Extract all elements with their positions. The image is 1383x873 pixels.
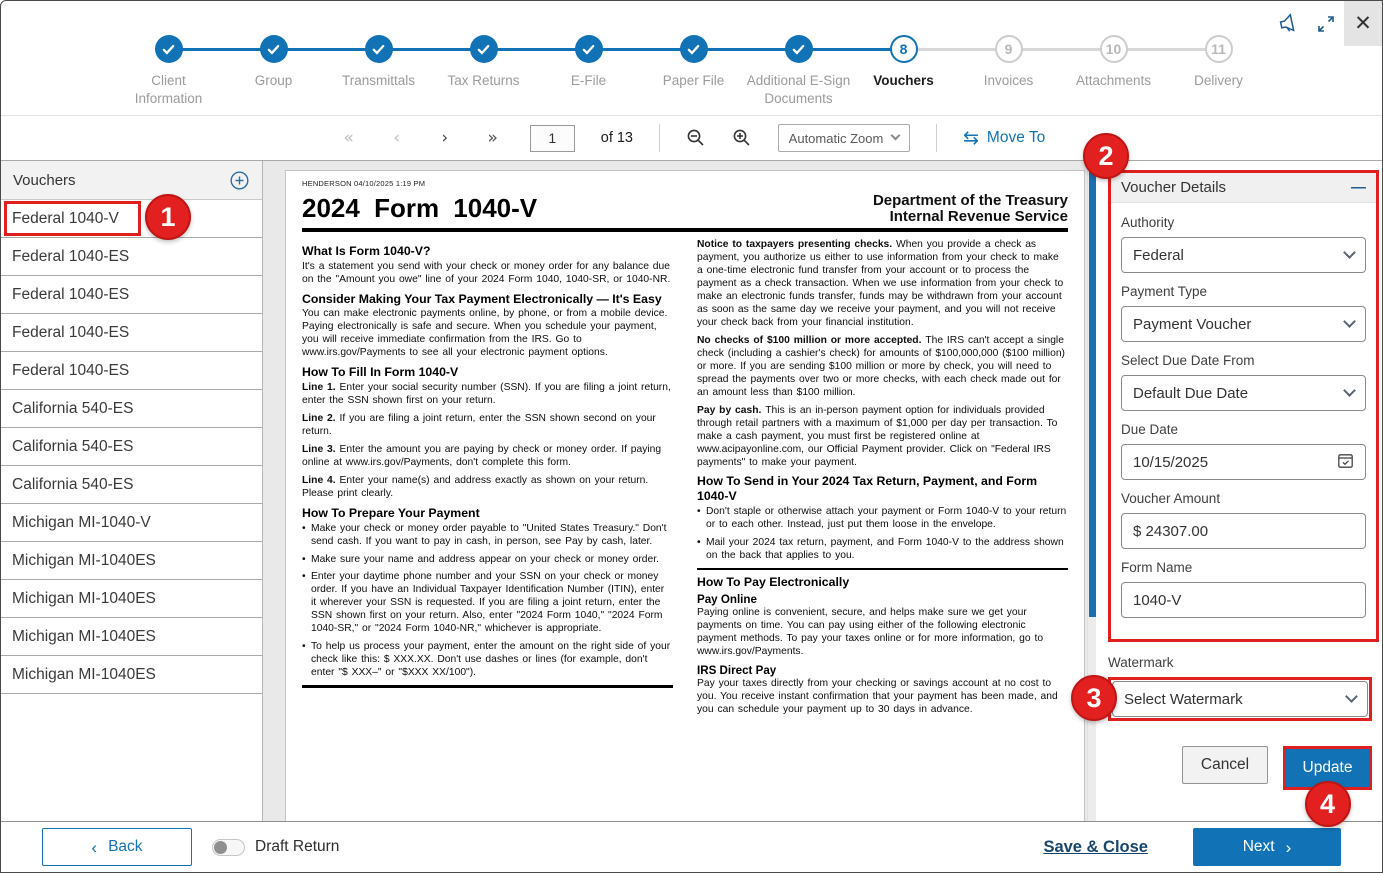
stepper-step-group[interactable] [221,35,326,107]
pdf-paragraph-lead: Pay by cash. [697,404,766,416]
stepper-connector [812,48,891,51]
first-page-icon[interactable]: « [343,128,354,148]
voucher-name: California 540-ES [12,437,134,455]
back-label: Back [108,838,143,855]
stepper-connector [392,48,471,51]
pdf-paragraph-lead: Line 3. [302,443,340,455]
pdf-paragraph: You can make electronic payments online, by phone, or from a mobile device. Paying electronically is safe and secure. When you schedule your payment, you will receive immediate confirmation from the IRS. Go to www.irs.gov/Payments to see all your electronic payment options. [302,308,668,359]
voucher-list-item[interactable] [1,618,262,656]
stepper-label: E-File [570,73,607,88]
voucher-amount-input[interactable] [1121,513,1366,549]
stepper-circle [680,35,708,63]
field-value: 10/15/2025 [1133,453,1209,471]
pdf-heading: Consider Making Your Tax Payment Electronically — It's Easy [302,291,662,306]
toolbar-divider [659,124,660,152]
stepper-circle: 10 [1100,35,1128,63]
pdf-paragraph: Line 2. If you are filing a joint return, enter the SSN shown second on your return. [302,413,656,437]
stepper-circle [155,35,183,63]
stepper-circle [785,35,813,63]
voucher-list-item[interactable] [1,542,262,580]
pdf-title-row [302,193,1068,224]
close-icon[interactable]: ✕ [1344,1,1382,46]
expand-icon[interactable] [1308,1,1344,46]
pdf-paragraph: Line 3. Enter the amount you are paying by check or money order. If paying online at www.irs.gov/Payments, don't complete this form. [302,443,662,468]
toggle-knob [214,841,227,854]
stepper-connector [287,48,366,51]
field-label: Due Date [1121,422,1179,437]
authority-select[interactable] [1121,237,1366,273]
field-value: Default Due Date [1133,384,1249,402]
voucher-details-annotated-box [1098,140,1379,642]
pdf-paragraph: Pay by cash. This is an in-person payment option for individuals provided through retail partners with a maximum of $1,000 per day per transaction. To make a cash payment, you must first be registered online at www.acipayonline.com, our Official Payment provider. Click on "Federal IRS payments" to make your payment. [697,404,1058,468]
pdf-toolbar [1,116,1382,161]
stepper-circle: 9 [995,35,1023,63]
voucher-list-item[interactable] [1,504,262,542]
pdf-paragraph: • Enter your daytime phone number and your SSN on your check or money order. If you have an Individual Taxpayer Identification Number (ITIN), enter it wherever your SSN is requested. If you are filing a joint return, enter the SSN shown first on your return. Also, enter "2024 Form 1040," "2024 Form 1040-SR," or "2024 Form 1040-NR," whichever is appropriate. [302,571,673,636]
stepper-label: Group [254,73,293,88]
pdf-page [285,170,1085,821]
pdf-viewer [263,161,1096,821]
voucher-name: Federal 1040-V [12,209,119,227]
voucher-list-item[interactable] [1,390,262,428]
pdf-rule [302,228,1068,232]
swap-arrows-icon: ⇆ [963,126,979,149]
voucher-list-item[interactable] [1,428,262,466]
stepper-step-client-information[interactable] [116,35,221,107]
vouchers-sidebar [1,161,263,821]
stepper-step-vouchers[interactable] [851,35,956,107]
pdf-paragraph-lead: Line 2. [302,413,340,424]
stepper-connector [182,48,261,51]
stepper-connector [497,48,576,51]
window-controls [1272,1,1382,46]
watermark-label: Watermark [1108,655,1174,670]
due-date-input[interactable] [1121,444,1366,480]
voucher-list-item[interactable] [1,200,262,238]
pdf-paragraph: • Mail your 2024 tax return, payment, and Form 1040-V to the address shown on the back that applies to you. [697,537,1068,563]
pdf-divider [697,568,1068,571]
field-label: Form Name [1121,560,1193,575]
annotation-badge-2: 2 [1083,133,1129,179]
pdf-heading: Pay Online [697,593,757,607]
pdf-heading: How To Send in Your 2024 Tax Return, Payment, and Form 1040-V [697,474,1038,504]
move-to-label: Move To [986,129,1046,146]
watermark-annotated-box [1086,677,1372,721]
zoom-in-icon[interactable] [732,128,752,148]
page-count-label: of 13 [600,130,633,146]
pdf-divider [302,685,673,688]
voucher-list-item[interactable] [1,352,262,390]
field-group-authority [1121,215,1366,273]
voucher-name: Michigan MI-1040ES [12,551,156,569]
pdf-paragraph: Paying online is convenient, secure, and helps make sure we get your payments on time. You can pay using either of the following electronic payment methods. To pay your taxes online or for more information, go to www.irs.gov/Payments. [697,607,1044,657]
pdf-paragraph-lead: No checks of $100 million or more accepted. [697,334,926,346]
stepper-step-delivery[interactable] [1166,35,1271,107]
pdf-paragraph: Pay your taxes directly from your checking or savings account at no cost to you. You receive instant confirmation that your payment has been made, and you can schedule your payment up to 30 days in advance. [697,677,1058,715]
next-page-icon[interactable]: › [441,128,449,148]
stepper-circle [470,35,498,63]
stepper-label: Paper File [662,73,725,88]
vouchers-sidebar-title: Vouchers [13,171,76,189]
select-due-date-from-select[interactable] [1121,375,1366,411]
stepper-label: Client Information [134,73,203,106]
voucher-list-item[interactable] [1,314,262,352]
stepper-circle: 8 [890,35,918,63]
pdf-paragraph: • To help us process your payment, enter the amount on the right side of your check like this: $ XXX.XX. Don't use dashes or lines (for example, don't enter "$ XXX–" or "$XXX XX/100"). [302,641,673,680]
stepper-label: Vouchers [873,73,934,88]
annotation-badge-1: 1 [145,194,191,240]
stepper-step-additional-e-sign-documents[interactable] [746,35,851,107]
field-group-due-date [1121,422,1366,480]
voucher-name: Federal 1040-ES [12,361,130,379]
page-number-input[interactable] [530,125,575,152]
stepper-label: Tax Returns [447,73,520,88]
wizard-window [1,1,1382,872]
field-label: Voucher Amount [1121,491,1221,506]
field-label: Payment Type [1121,284,1208,299]
pdf-left-column [302,239,673,722]
voucher-name: Michigan MI-1040ES [12,589,156,607]
voucher-list-item[interactable] [1,238,262,276]
minus-icon[interactable]: — [1351,179,1366,196]
stepper-circle [260,35,288,63]
pdf-paragraph: • Make sure your name and address appear on your check or money order. [302,554,673,567]
voucher-name: California 540-ES [12,475,134,493]
annotation-badge-4: 4 [1305,781,1351,827]
watermark-select[interactable] [1112,681,1368,717]
chevron-down-icon [1345,690,1358,703]
stepper-circle: 11 [1205,35,1233,63]
stepper-circle [575,35,603,63]
stepper-connector [1022,48,1101,51]
stepper-step-paper-file[interactable] [641,35,746,107]
stepper-connector [602,48,681,51]
pdf-paragraph-lead: Line 4. [302,474,340,486]
stepper-label: Attachments [1075,73,1152,88]
chevron-right-icon: › [1285,837,1292,857]
field-value: $ 24307.00 [1133,522,1209,540]
calendar-icon[interactable] [1337,452,1354,473]
chevron-down-icon [891,131,901,141]
vouchers-sidebar-header [1,161,262,200]
voucher-name: Federal 1040-ES [12,323,130,341]
pdf-paragraph: No checks of $100 million or more accepted. The IRS can't accept a single check (including a cashier's check) for amounts of $100,000,000 ($100 million) or more. If you are sending $100 million or more by check, you will need to spread the payments over two or more checks, with each check made out for an amount less than $100 million. [697,334,1065,398]
pdf-paragraph: Line 4. Enter your name(s) and address exactly as shown on your return. Please print clearly. [302,474,649,499]
panel-buttons [1108,746,1379,819]
pdf-heading: How To Prepare Your Payment [302,505,480,520]
stepper-connector [1127,48,1206,51]
voucher-list-item[interactable] [1,656,262,694]
chevron-down-icon [1343,315,1356,328]
voucher-name: Michigan MI-1040ES [12,665,156,683]
watermark-value: Select Watermark [1124,690,1243,708]
update-annotated-box [1283,746,1372,819]
pdf-stamp: HENDERSON 04/10/2025 1:19 PM [302,179,426,188]
stepper-connector [707,48,786,51]
stepper [1,1,1382,107]
pdf-paragraph: • Make your check or money order payable to "United States Treasury." Don't send cash. If you want to pay in cash, in person, see Pay by cash, later. [302,523,673,549]
stepper-step-transmittals[interactable] [326,35,431,107]
save-close-link[interactable]: Save & Close [1043,837,1148,856]
form-name-input[interactable] [1121,582,1366,618]
pdf-heading: How To Fill In Form 1040-V [302,365,459,380]
pdf-columns [302,239,1068,722]
voucher-name: Michigan MI-1040ES [12,627,156,645]
voucher-details-panel [1086,140,1382,821]
toolbar-divider [936,124,937,152]
annotation-badge-3: 3 [1071,675,1117,721]
move-to-button[interactable] [963,126,1046,149]
cancel-button[interactable]: Cancel [1182,746,1268,784]
next-button[interactable] [1193,828,1341,866]
wizard-header [1,1,1382,116]
stepper-circle [365,35,393,63]
field-label: Authority [1121,215,1175,230]
pdf-agency-line1: Department of the Treasury [872,192,1068,210]
draft-return-toggle[interactable] [212,839,245,856]
voucher-details-header [1111,173,1376,203]
field-group-payment-type [1121,284,1366,342]
field-group-form-name [1121,560,1366,618]
voucher-list-item[interactable] [1,580,262,618]
next-label: Next [1242,838,1275,855]
pdf-paragraph-lead: Line 1. [302,382,340,394]
pdf-heading: How To Pay Electronically [697,575,850,590]
field-group-select-due-date-from [1121,353,1366,411]
voucher-details-title: Voucher Details [1121,179,1227,196]
stepper-connector [917,48,996,51]
pdf-agency-line2: Internal Revenue Service [889,207,1068,225]
pdf-heading: What Is Form 1040-V? [302,244,431,258]
voucher-name: Michigan MI-1040-V [12,513,151,531]
pdf-right-column [697,239,1068,722]
chevron-down-icon [1343,246,1356,259]
field-label: Select Due Date From [1121,353,1255,368]
pdf-scrollbar-thumb[interactable] [1089,165,1096,617]
pdf-form-title: 2024 Form 1040-V [302,193,538,223]
pdf-paragraph: Line 1. Enter your social security number (SSN). If you are filing a joint return, enter the SSN shown first on your return. [302,382,671,407]
zoom-level-value: Automatic Zoom [788,130,884,146]
voucher-details-fields [1111,203,1376,639]
stepper-step-tax-returns[interactable] [431,35,536,107]
pdf-scrollbar[interactable] [1087,161,1096,821]
megaphone-icon[interactable] [1272,1,1308,46]
back-button[interactable] [42,828,192,866]
chevron-down-icon [1343,384,1356,397]
stepper-step-e-file[interactable] [536,35,641,107]
stepper-label: Transmittals [341,73,415,88]
update-button[interactable]: Update [1286,749,1369,787]
pdf-paragraph: It's a statement you send with your check or money order for any balance due on the "Amount you owe" line of your 2024 Form 1040, 1040-SR, or 1040-NR. [302,260,671,285]
payment-type-select[interactable] [1121,306,1366,342]
pdf-paragraph: Notice to taxpayers presenting checks. When you provide a check as payment, you authorize us either to use information from your check to make a one-time electronic fund transfer from your account or to process the payment as a check transaction. When we use information from your check to make an electronic funds transfer, funds may be withdrawn from your account as soon as the same day we receive your payment, and you will not receive your check back from your financial institution. [697,239,1064,328]
last-page-icon[interactable]: » [487,128,498,148]
voucher-list [1,200,262,694]
voucher-name: Federal 1040-ES [12,285,130,303]
pdf-paragraph: • Don't staple or otherwise attach your payment or Form 1040-V to your return or to each other. Instead, just put them loose in the envelope. [697,506,1068,532]
field-value: Payment Voucher [1133,315,1252,333]
field-value: 1040-V [1133,591,1182,609]
pdf-heading: IRS Direct Pay [697,663,777,677]
watermark-group [1086,655,1379,721]
stepper-step-invoices[interactable] [956,35,1061,107]
prev-page-icon[interactable]: ‹ [393,128,401,148]
voucher-list-item[interactable] [1,466,262,504]
pdf-paragraph-lead: Notice to taxpayers presenting checks. [697,239,896,250]
footer-bar [1,821,1382,872]
field-group-voucher-amount [1121,491,1366,549]
zoom-out-icon[interactable] [686,128,706,148]
stepper-step-attachments[interactable] [1061,35,1166,107]
main-area [1,140,1382,821]
pdf-agency [873,193,1068,224]
draft-return-label: Draft Return [255,838,340,855]
stepper-label: Additional E-Sign Documents [746,73,851,106]
stepper-label: Delivery [1194,73,1243,88]
zoom-level-select[interactable] [778,124,910,152]
voucher-name: California 540-ES [12,399,134,417]
chevron-left-icon: ‹ [91,837,98,857]
field-value: Federal [1133,246,1184,264]
voucher-name: Federal 1040-ES [12,247,130,265]
plus-circle-icon[interactable] [229,170,250,191]
stepper-label: Invoices [983,73,1034,88]
voucher-list-item[interactable] [1,276,262,314]
